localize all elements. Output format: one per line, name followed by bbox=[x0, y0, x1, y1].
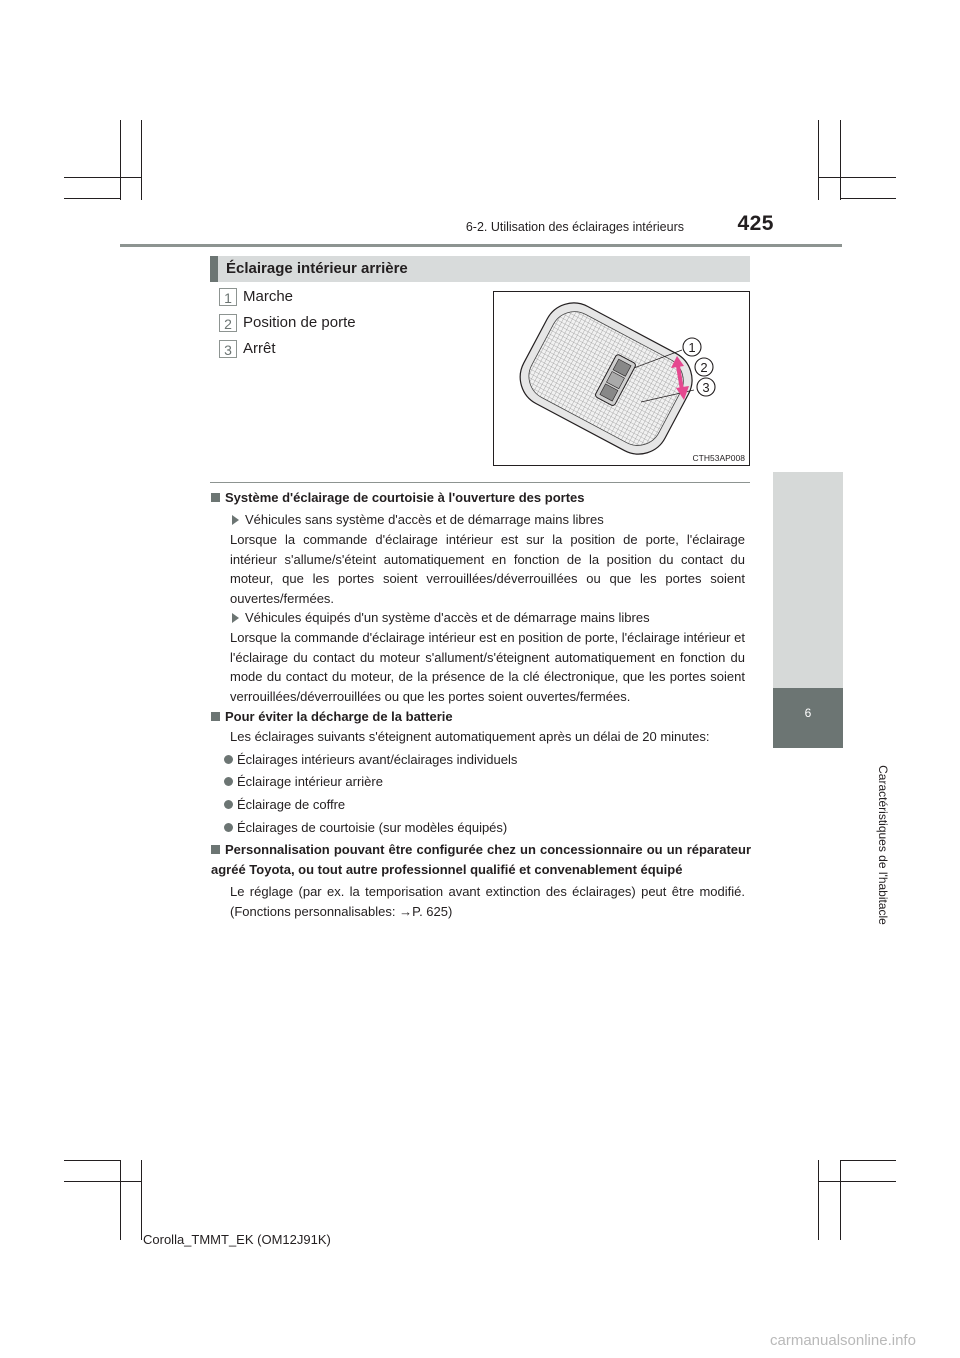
heading-text: Personnalisation pouvant être configurée chez un concessionnaire ou un réparateur agréé Toyota, ou tout autre professionnel qualifié et convenablement équipé bbox=[211, 842, 751, 877]
watermark: carmanualsonline.info bbox=[770, 1332, 916, 1349]
crop-mark bbox=[818, 1160, 819, 1240]
crop-mark bbox=[64, 177, 142, 178]
figure-code: CTH53AP008 bbox=[692, 453, 745, 463]
crop-mark bbox=[120, 120, 121, 200]
item-label-2: Position de porte bbox=[243, 314, 356, 331]
item-label-1: Marche bbox=[243, 288, 294, 305]
list-item: Éclairage de coffre bbox=[224, 795, 345, 815]
side-tab-strip bbox=[773, 472, 843, 688]
paragraph-customization: Le réglage (par ex. la temporisation avant extinction des éclairages) peut être modifié. (Fonctions personnalisables: →P. 625) bbox=[230, 884, 745, 919]
paragraph-battery: Les éclairages suivants s'éteignent automatiquement après un délai de 20 minutes: bbox=[230, 729, 710, 744]
rear-interior-light-illustration bbox=[494, 292, 749, 465]
square-bullet-icon bbox=[211, 712, 220, 721]
subheading-text: Véhicules équipés d'un système d'accès et de démarrage mains libres bbox=[245, 610, 650, 625]
paragraph-smart-entry: Lorsque la commande d'éclairage intérieur est en position de porte, l'éclairage intérieur et l'éclairage du contact du moteur s'allument/s'éteignent automatiquement en fonction du mode du contact du moteur, de la présence de la clé électronique, que les portes soient verrouillées/déverrouillées ou que les portes soient ouvertes/fermées. bbox=[230, 630, 745, 704]
item-number-2: 2 bbox=[219, 314, 237, 332]
chapter-tab: 6 bbox=[773, 688, 843, 748]
round-bullet-icon bbox=[224, 823, 233, 832]
callout-1: 1 bbox=[688, 340, 696, 355]
running-header-title: 6-2. Utilisation des éclairages intérieurs bbox=[465, 220, 684, 234]
crop-mark bbox=[840, 198, 896, 199]
subheading-without-smart-entry bbox=[230, 510, 604, 530]
callout-3: 3 bbox=[702, 380, 710, 395]
lamp-housing bbox=[510, 292, 703, 464]
crop-mark bbox=[840, 1160, 841, 1240]
crop-mark bbox=[64, 1160, 120, 1161]
rear-interior-light-figure bbox=[493, 291, 750, 466]
crop-mark bbox=[120, 1160, 121, 1240]
crop-mark bbox=[840, 1160, 896, 1161]
crop-mark bbox=[141, 120, 142, 200]
list-item: Éclairage intérieur arrière bbox=[224, 772, 383, 792]
section-heading: Éclairage intérieur arrière bbox=[226, 260, 408, 277]
square-bullet-icon bbox=[211, 493, 220, 502]
heading-customization bbox=[211, 840, 751, 879]
crop-mark bbox=[64, 1181, 142, 1182]
chapter-label bbox=[755, 760, 890, 930]
section-heading-accent bbox=[210, 256, 218, 282]
item-number-1: 1 bbox=[219, 288, 237, 306]
subheading-text: Véhicules sans système d'accès et de démarrage mains libres bbox=[245, 512, 604, 527]
callout-2: 2 bbox=[700, 360, 708, 375]
subheading-with-smart-entry bbox=[230, 608, 650, 628]
crop-mark bbox=[141, 1160, 142, 1240]
item-number-3: 3 bbox=[219, 340, 237, 358]
section-heading-bar bbox=[210, 256, 750, 282]
round-bullet-icon bbox=[224, 755, 233, 764]
chapter-label-text: Caractéristiques de l'habitacle bbox=[876, 765, 890, 925]
list-item: Éclairages de courtoisie (sur modèles équipés) bbox=[224, 818, 507, 838]
crop-mark bbox=[64, 198, 120, 199]
crop-mark bbox=[818, 120, 819, 200]
item-label-3: Arrêt bbox=[243, 340, 276, 357]
footer-model-code: Corolla_TMMT_EK (OM12J91K) bbox=[143, 1232, 331, 1247]
page-number: 425 bbox=[737, 212, 774, 235]
crop-mark bbox=[818, 1181, 896, 1182]
heading-text: Pour éviter la décharge de la batterie bbox=[225, 709, 453, 724]
heading-battery bbox=[211, 707, 751, 727]
list-item: Éclairages intérieurs avant/éclairages individuels bbox=[224, 750, 517, 770]
round-bullet-icon bbox=[224, 800, 233, 809]
triangle-bullet-icon bbox=[232, 515, 239, 525]
header-rule bbox=[120, 244, 842, 247]
crop-mark bbox=[840, 120, 841, 200]
crop-mark bbox=[818, 177, 896, 178]
round-bullet-icon bbox=[224, 777, 233, 786]
paragraph-door-position: Lorsque la commande d'éclairage intérieur est sur la position de porte, l'éclairage intérieur s'allume/s'éteint automatiquement en fonction de la position du contact du moteur, que les portes soient verrouillées/déverrouillées ou que les portes soient ouvertes/fermées. bbox=[230, 532, 745, 606]
heading-courtesy-lighting bbox=[211, 488, 751, 508]
triangle-bullet-icon bbox=[232, 613, 239, 623]
heading-text: Système d'éclairage de courtoisie à l'ouverture des portes bbox=[225, 490, 585, 505]
square-bullet-icon bbox=[211, 845, 220, 854]
section-divider bbox=[210, 482, 750, 483]
